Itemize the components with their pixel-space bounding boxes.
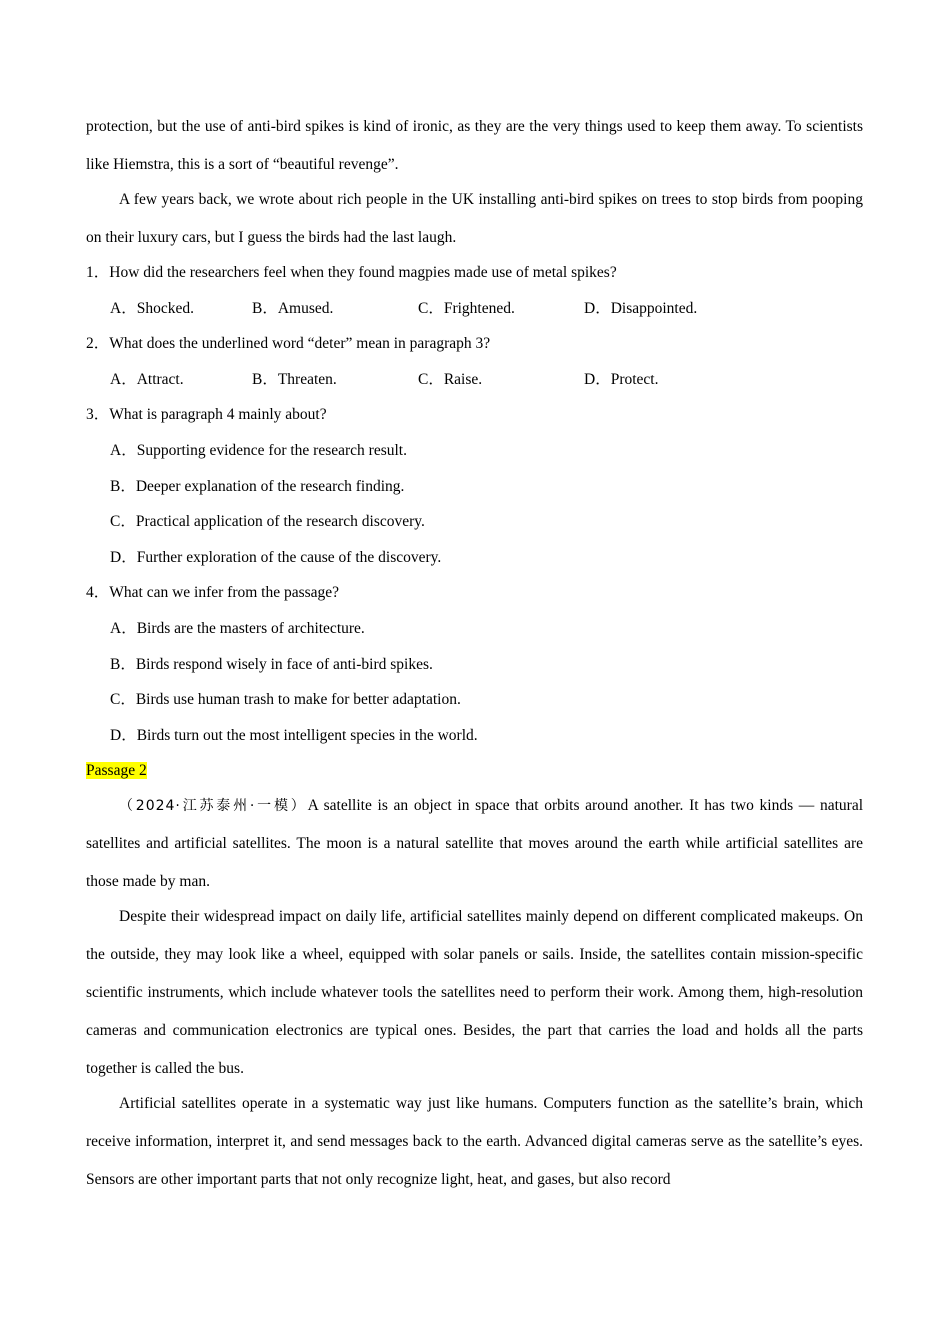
question-2-option-d: D．Protect. — [584, 371, 659, 388]
question-3-stem: 3．What is paragraph 4 mainly about? — [86, 406, 327, 423]
question-1-option-d: D．Disappointed. — [584, 300, 698, 317]
passage2-paragraph-2: Despite their widespread impact on daily life, artificial satellites mainly depend on different complicated makeups. On the outside, they may look like a wheel, equipped with solar panels or sails. Inside, the satellites contain mission-specific scientific instruments, which include whatever tools the satellites need to perform their work. Among them, high-resolution cameras and communication electronics are typical ones. Besides, the part that carries the load and holds all the parts together is called the bus. — [86, 908, 863, 1077]
question-4-option-c: C．Birds use human trash to make for better adaptation. — [110, 691, 461, 708]
passage2-source: （2024·江苏泰州·一模） — [119, 798, 308, 814]
question-3-option-a: A．Supporting evidence for the research result. — [110, 442, 407, 459]
question-1-option-b: B．Amused. — [252, 300, 334, 317]
question-4-option-a: A．Birds are the masters of architecture. — [110, 620, 365, 637]
passage-2-heading-text: Passage 2 — [86, 762, 147, 779]
passage2-paragraph-1 — [86, 787, 863, 901]
question-1-option-c: C．Frightened. — [418, 300, 515, 317]
question-1-option-a: A．Shocked. — [110, 300, 194, 317]
passage1-paragraph-end: protection, but the use of anti-bird spikes is kind of ironic, as they are the very things used to keep them away. To scientists like Hiemstra, this is a sort of “beautiful revenge”. — [86, 118, 863, 173]
question-2-stem: 2．What does the underlined word “deter” mean in paragraph 3? — [86, 335, 491, 352]
question-2-option-b: B．Threaten. — [252, 371, 337, 388]
passage2-paragraph-3: Artificial satellites operate in a systematic way just like humans. Computers function as the satellite’s brain, which receive information, interpret it, and send messages back to the earth. Advanced digital cameras serve as the satellite’s eyes. Sensors are other important parts that not only recognize light, heat, and gases, but also record — [86, 1095, 863, 1188]
question-4-stem: 4．What can we infer from the passage? — [86, 584, 340, 601]
passage2-paragraph-1-text: A satellite is an object in space that orbits around another. It has two kinds — natural satellites and artificial satellites. The moon is a natural satellite that moves around the earth while artificial satellites are those made by man. — [86, 797, 864, 890]
question-4-option-d: D．Birds turn out the most intelligent species in the world. — [110, 727, 478, 744]
question-1-stem: 1．How did the researchers feel when they found magpies made use of metal spikes? — [86, 264, 617, 281]
question-2-option-a: A．Attract. — [110, 371, 184, 388]
question-3-option-c: C．Practical application of the research discovery. — [110, 513, 425, 530]
passage1-paragraph-last: A few years back, we wrote about rich people in the UK installing anti-bird spikes on trees to stop birds from pooping on their luxury cars, but I guess the birds had the last laugh. — [86, 191, 863, 246]
passage-2-heading — [86, 761, 147, 781]
question-3-option-d: D．Further exploration of the cause of the discovery. — [110, 549, 442, 566]
question-2-option-c: C．Raise. — [418, 371, 483, 388]
question-3-option-b: B．Deeper explanation of the research finding. — [110, 478, 405, 495]
question-4-option-b: B．Birds respond wisely in face of anti-bird spikes. — [110, 656, 433, 673]
